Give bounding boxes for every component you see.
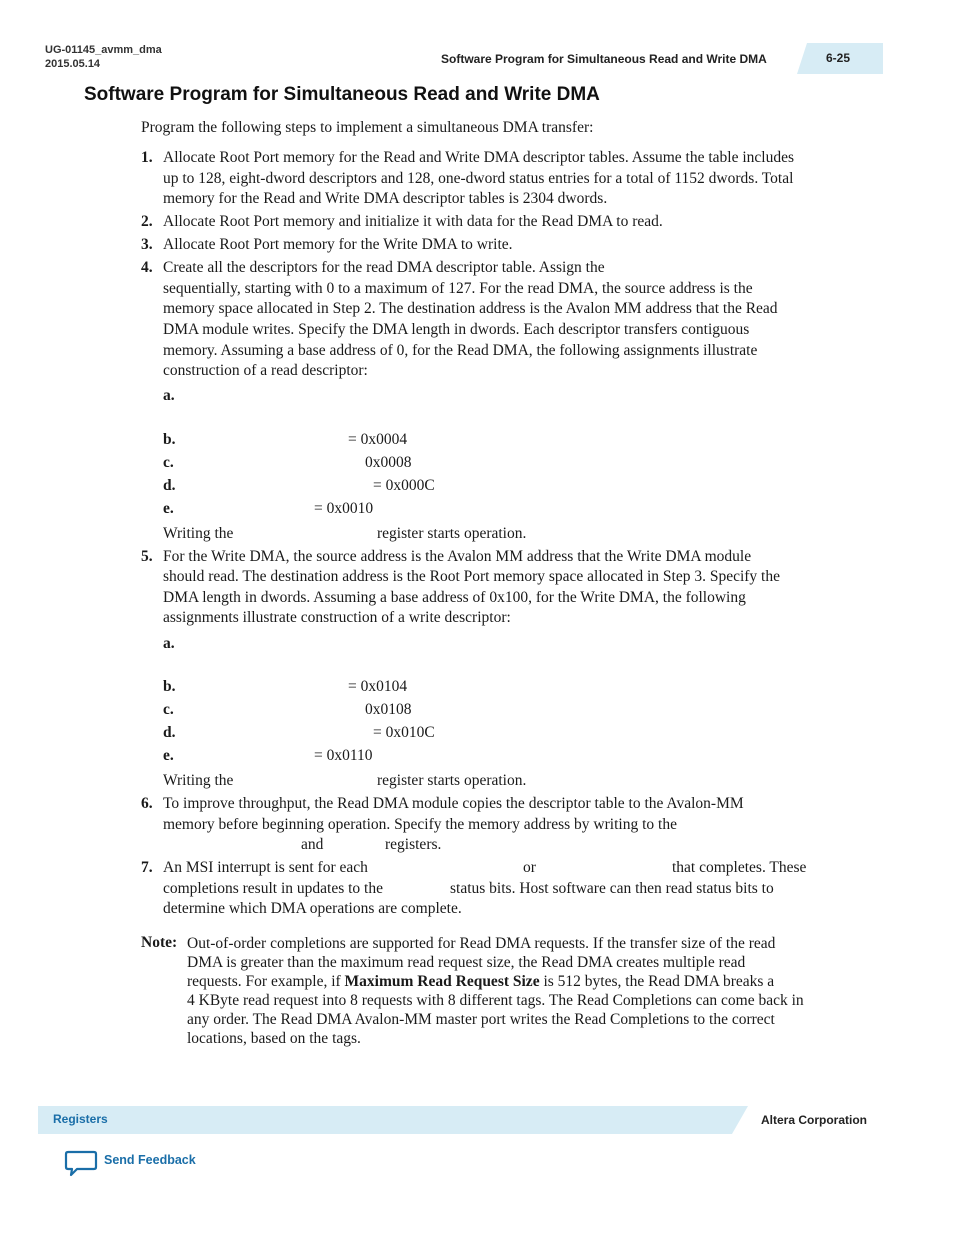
- subitem-label: d.: [163, 724, 176, 741]
- footer-band: [38, 1106, 748, 1134]
- note-label: Note:: [141, 934, 178, 951]
- step-number: 7.: [141, 859, 153, 876]
- step-number: 3.: [141, 236, 153, 253]
- footer-corporation: Altera Corporation: [761, 1113, 868, 1127]
- intro-text: Program the following steps to implement a simultaneous DMA transfer:: [141, 119, 594, 136]
- step-text: memory before beginning operation. Specify the memory address by writing to the: [163, 816, 677, 833]
- after-text-pre: Writing the: [163, 525, 234, 542]
- section-title: Software Program for Simultaneous Read and Write DMA: [84, 84, 600, 105]
- subitem-label: b.: [163, 431, 176, 448]
- subitem-value: = 0x0010: [314, 500, 374, 517]
- step-text: construction of a read descriptor:: [163, 362, 368, 379]
- step-text: To improve throughput, the Read DMA module copies the descriptor table to the Avalon-MM: [163, 795, 744, 812]
- step-text: up to 128, eight-dword descriptors and 128, one-dword status entries for a total of 1152 dwords. Total: [163, 170, 794, 187]
- step-text: completions result in updates to the: [163, 880, 383, 897]
- note-text: DMA is greater than the maximum read request size, the Read DMA creates multiple read: [187, 954, 746, 971]
- step-text: memory. Assuming a base address of 0, for the Read DMA, the following assignments illustrate: [163, 342, 758, 359]
- step-text: memory for the Read and Write DMA descriptor tables is 2304 dwords.: [163, 190, 608, 207]
- subitem-label: e.: [163, 747, 174, 764]
- step-text: determine which DMA operations are complete.: [163, 900, 462, 917]
- subitem-value: = 0x000C: [373, 477, 435, 494]
- subitem-label: a.: [163, 635, 175, 652]
- step-text: An MSI interrupt is sent for each: [163, 859, 368, 876]
- subitem-value: = 0x0004: [348, 431, 408, 448]
- subitem-label: a.: [163, 387, 175, 404]
- doc-id: [45, 43, 162, 71]
- step-text: Create all the descriptors for the read DMA descriptor table. Assign the: [163, 259, 605, 276]
- feedback-icon[interactable]: [64, 1150, 98, 1178]
- subitem-label: d.: [163, 477, 176, 494]
- note-emphasis: Maximum Read Request Size: [344, 973, 540, 990]
- note-text-part: is 512 bytes, the Read DMA breaks a: [543, 973, 775, 990]
- page-number: 6-25: [826, 51, 851, 65]
- step-text: Allocate Root Port memory and initialize it with data for the Read DMA to read.: [163, 213, 663, 230]
- step-number: 1.: [141, 149, 153, 166]
- doc-date: 2015.05.14: [45, 58, 101, 70]
- step-text: sequentially, starting with 0 to a maximum of 127. For the read DMA, the source address is the: [163, 280, 753, 297]
- step-text: Allocate Root Port memory for the Write DMA to write.: [163, 236, 513, 253]
- registers-link[interactable]: Registers: [53, 1112, 108, 1126]
- subitem-label: c.: [163, 454, 174, 471]
- subitem-value: = 0x0104: [348, 678, 408, 695]
- doc-number: UG-01145_avmm_dma: [45, 44, 162, 56]
- step-number: 4.: [141, 259, 153, 276]
- step-text: Allocate Root Port memory for the Read and Write DMA descriptor tables. Assume the table includes: [163, 149, 795, 166]
- step-text: should read. The destination address is the Root Port memory space allocated in Step 3. Specify the: [163, 568, 780, 585]
- step-text: or: [523, 859, 536, 876]
- step-number: 6.: [141, 795, 153, 812]
- step-text: For the Write DMA, the source address is the Avalon MM address that the Write DMA module: [163, 548, 752, 565]
- note-text: 4 KByte read request into 8 requests with 8 different tags. The Read Completions can come back in: [187, 992, 804, 1009]
- note-text: locations, based on the tags.: [187, 1030, 361, 1047]
- note-text: any order. The Read DMA Avalon-MM master port writes the Read Completions to the correct: [187, 1011, 775, 1028]
- subitem-label: b.: [163, 678, 176, 695]
- step-number: 2.: [141, 213, 153, 230]
- step-text: DMA module writes. Specify the DMA length in dwords. Each descriptor transfers contiguous: [163, 321, 750, 338]
- step-text: that completes. These: [672, 859, 807, 876]
- step-text-registers: registers.: [385, 836, 442, 853]
- step-text-and: and: [301, 836, 324, 853]
- step-text: memory space allocated in Step 2. The destination address is the Avalon MM address that the Read: [163, 300, 778, 317]
- subitem-label: c.: [163, 701, 174, 718]
- subitem-value: 0x0108: [365, 701, 412, 718]
- subitem-value: = 0x0110: [314, 747, 373, 764]
- step-text: assignments illustrate construction of a write descriptor:: [163, 609, 511, 626]
- send-feedback-link[interactable]: Send Feedback: [104, 1153, 196, 1167]
- step-text: status bits. Host software can then read status bits to: [450, 880, 774, 897]
- subitem-value: = 0x010C: [373, 724, 435, 741]
- after-text-post: register starts operation.: [377, 525, 527, 542]
- step-text: DMA length in dwords. Assuming a base address of 0x100, for the Write DMA, the following: [163, 589, 746, 606]
- note-text-part: requests. For example, if: [187, 973, 341, 990]
- note-text: Out-of-order completions are supported for Read DMA requests. If the transfer size of the read: [187, 935, 776, 952]
- subitem-value: 0x0008: [365, 454, 412, 471]
- after-text-post: register starts operation.: [377, 772, 527, 789]
- step-number: 5.: [141, 548, 153, 565]
- after-text-pre: Writing the: [163, 772, 234, 789]
- header-title: Software Program for Simultaneous Read and Write DMA: [441, 52, 767, 66]
- note-text: [187, 972, 774, 991]
- subitem-label: e.: [163, 500, 174, 517]
